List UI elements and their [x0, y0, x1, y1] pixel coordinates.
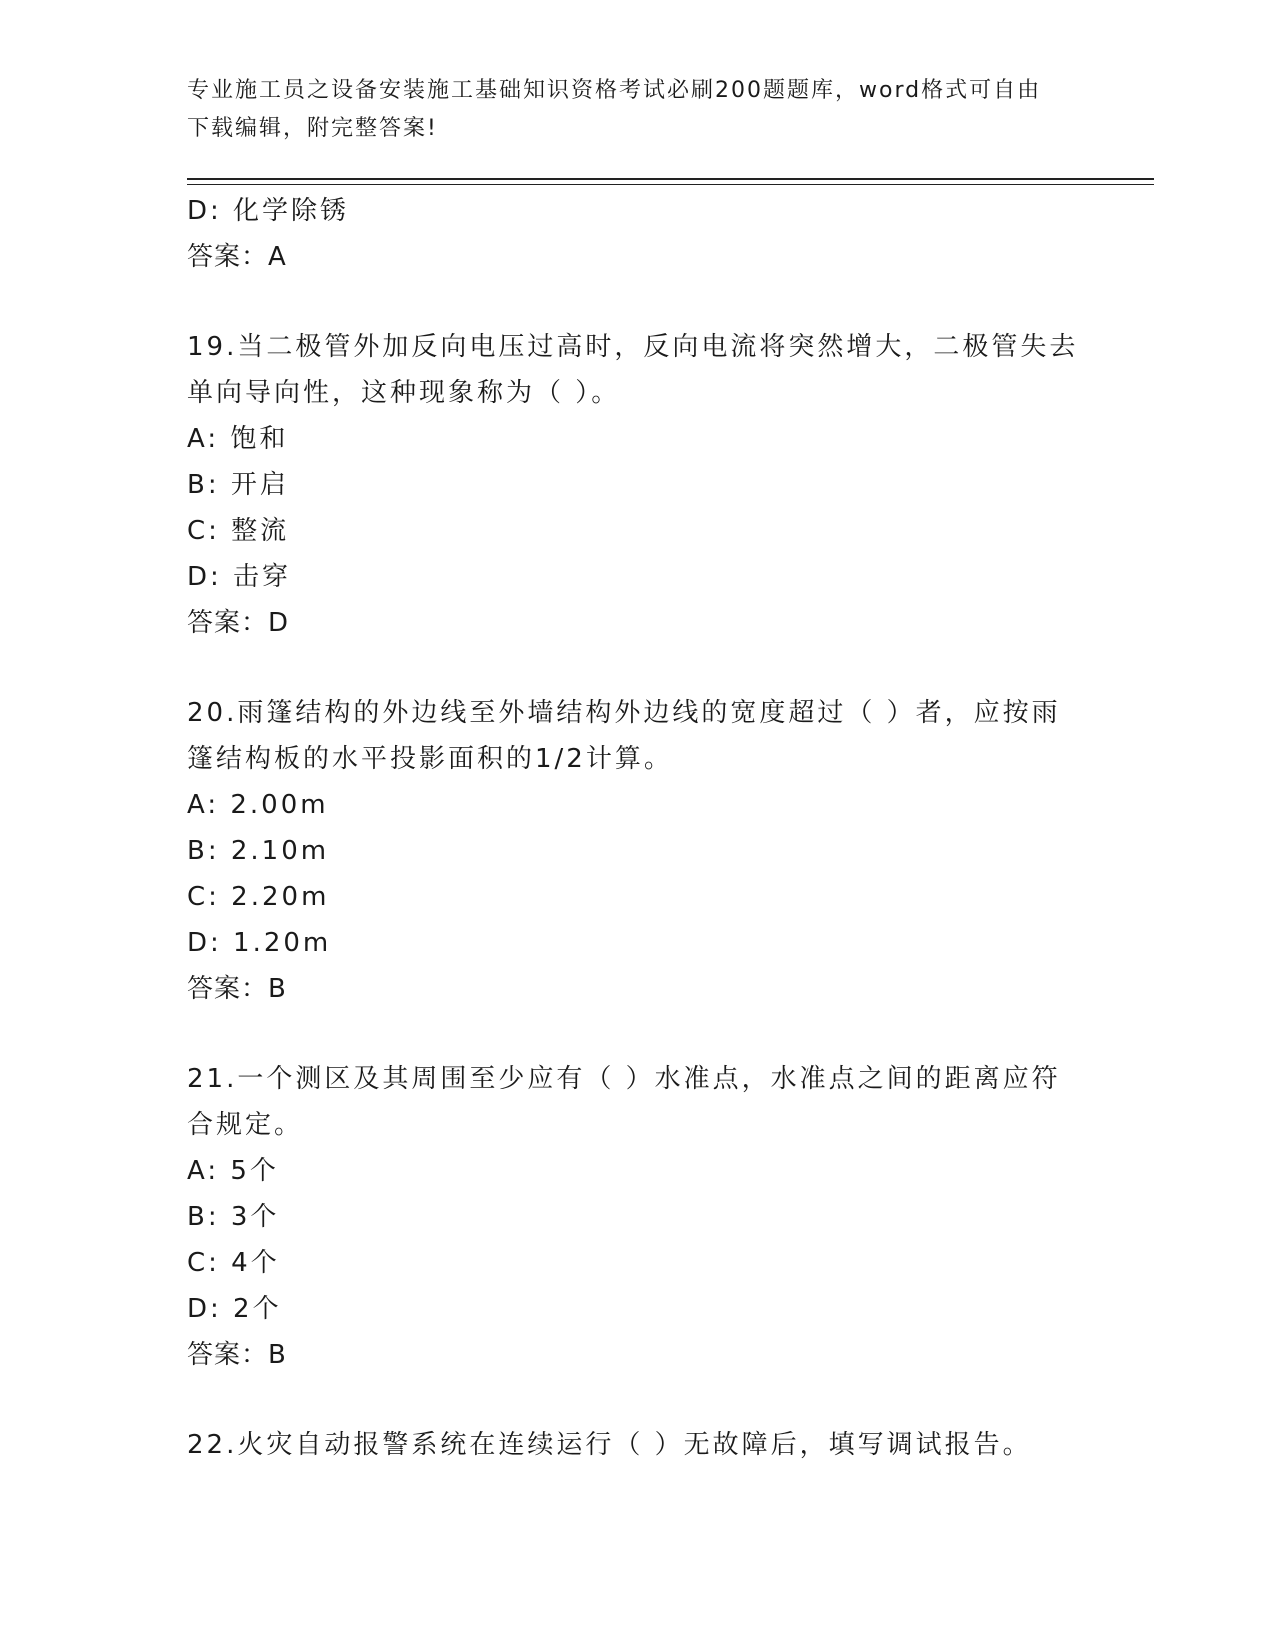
option-a: A: 饱和 — [187, 424, 289, 454]
header-divider-thick — [187, 178, 1154, 180]
question-text-line-1: 20.雨篷结构的外边线至外墙结构外边线的宽度超过（ ）者，应按雨 — [187, 698, 1061, 728]
option-d: D: 化学除锈 — [187, 196, 350, 226]
question-20 — [187, 690, 1087, 1012]
question-text-line-1: 22.火灾自动报警系统在连续运行（ ）无故障后，填写调试报告。 — [187, 1430, 1032, 1460]
question-text-line-1: 19.当二极管外加反向电压过高时，反向电流将突然增大，二极管失去 — [187, 332, 1079, 362]
header-divider-thin — [187, 184, 1154, 185]
question-text-line-2: 篷结构板的水平投影面积的1/2计算。 — [187, 744, 673, 774]
question-18-tail — [187, 188, 1087, 280]
header-line-1: 专业施工员之设备安装施工基础知识资格考试必刷200题题库，word格式可自由 — [187, 78, 1042, 103]
option-a: A: 2.00m — [187, 790, 329, 820]
question-text-line-2: 合规定。 — [187, 1110, 304, 1140]
question-21 — [187, 1056, 1087, 1378]
header-line-2: 下载编辑，附完整答案! — [187, 116, 438, 141]
option-c: C: 整流 — [187, 516, 290, 546]
answer: 答案：A — [187, 242, 287, 272]
option-b: B: 2.10m — [187, 836, 330, 866]
question-text-line-1: 21.一个测区及其周围至少应有（ ）水准点，水准点之间的距离应符 — [187, 1064, 1061, 1094]
option-b: B: 3个 — [187, 1202, 280, 1232]
question-text-line-2: 单向导向性，这种现象称为（ ）。 — [187, 378, 621, 408]
option-d: D: 2个 — [187, 1294, 282, 1324]
option-d: D: 击穿 — [187, 562, 292, 592]
option-a: A: 5个 — [187, 1156, 279, 1186]
option-c: C: 4个 — [187, 1248, 280, 1278]
option-d: D: 1.20m — [187, 928, 332, 958]
answer: 答案：D — [187, 608, 290, 638]
option-c: C: 2.20m — [187, 882, 330, 912]
answer: 答案：B — [187, 1340, 287, 1370]
document-body — [187, 188, 1087, 1468]
answer: 答案：B — [187, 974, 287, 1004]
question-19 — [187, 324, 1087, 646]
document-header — [187, 72, 1077, 148]
option-b: B: 开启 — [187, 470, 289, 500]
question-22 — [187, 1422, 1087, 1468]
